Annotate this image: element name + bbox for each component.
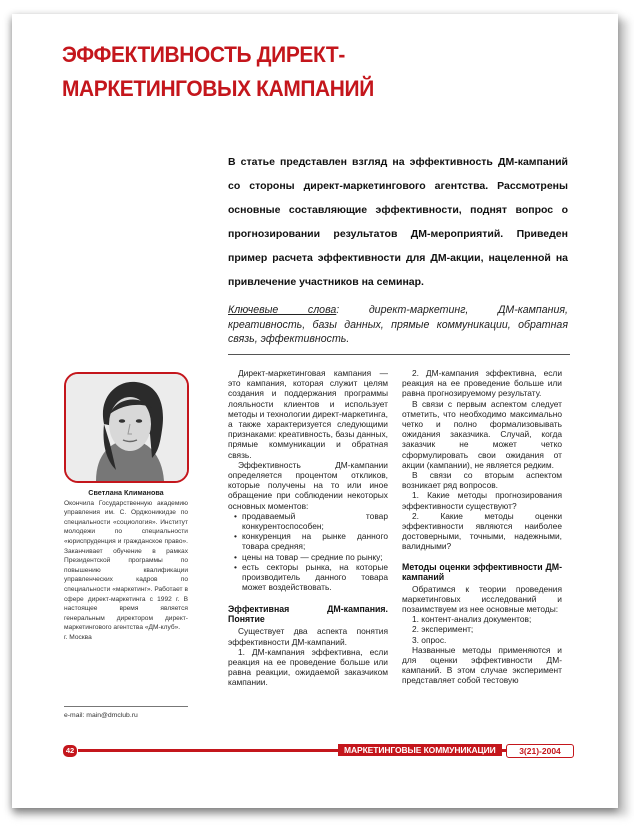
page-number: 42 xyxy=(62,744,78,758)
section-heading: Эффективная ДМ-кампания. Понятие xyxy=(228,604,388,625)
author-bio: Окончила Государственную академию управления им. С. Орджоникидзе по специальности «социология». Институт молодежи по специальности «юриспруденция и гражданское право». Заканчивает обучение в рамках Президентской программы по повышению квалификации управленческих кадров по специальности «маркетинг». Работает в сфере директ-маркетинга с 1992 г. В настоящее время является генеральным директором директ-маркетингового агентства «ДМ-клуб». xyxy=(64,499,188,632)
paragraph: Обратимся к теории проведения маркетинговых исследований и позаимствуем из нее основные методы: xyxy=(402,583,562,615)
email-divider xyxy=(64,706,188,707)
paragraph: 1. ДМ-кампания эффективна, если реакция на ее проведение больше или равна реакции, ожидаемой заказчиком кампании. xyxy=(228,646,388,688)
method-item: 1. контент-анализ документов; xyxy=(412,614,532,625)
list-item: • конкуренция на рынке данного товара средняя; xyxy=(242,531,388,551)
method-item: 3. опрос. xyxy=(412,634,447,645)
list-item: • цены на товар — средние по рынку; xyxy=(242,552,388,562)
article-title: ЭФФЕКТИВНОСТЬ ДИРЕКТ-МАРКЕТИНГОВЫХ КАМПАНИЙ xyxy=(62,42,374,101)
author-email: e-mail: main@dmclub.ru xyxy=(64,712,138,719)
divider xyxy=(228,354,570,355)
paragraph: 2. ДМ-кампания эффективна, если реакция на ее проведение больше или равна прогнозируемому результату. xyxy=(402,368,562,399)
author-city: г. Москва xyxy=(64,633,92,641)
portrait-icon xyxy=(66,374,187,481)
text-column-2 xyxy=(402,368,562,686)
paragraph: 1. Какие методы прогнозирования эффективности существуют? xyxy=(402,490,562,511)
author-photo xyxy=(64,372,189,483)
paragraph: 2. Какие методы оценки эффективности являются наиболее достоверными, точными, надежными, валидными? xyxy=(402,510,562,552)
issue-number: 3(21)-2004 xyxy=(506,744,574,758)
page-footer xyxy=(62,745,572,756)
paragraph: Директ-маркетинговая кампания — это кампания, которая служит целям создания и поддержания программы лояльности клиентов и использует методы и технологии директ-маркетинга, а также характеризуется следующими признаками: креативность, базы данных, прямые коммуникации и обратная связь. xyxy=(228,368,389,460)
paragraph: Существует два аспекта понятия эффективности ДМ-кампаний. xyxy=(228,626,388,647)
article-abstract: В статье представлен взгляд на эффективность ДМ-кампаний со стороны директ-маркетингового агентства. Рассмотрены основные составляющие эффективности, поднят вопрос о прогнозировании результатов ДМ-мероприятий. Приведен пример расчета эффективности для ДМ-акции, нацеленной на привлечение участников на семинар. xyxy=(228,156,568,288)
list-item: • есть секторы рынка, на которые производитель данного товара может воздействовать. xyxy=(242,562,388,593)
author-info xyxy=(64,488,188,643)
text-column-1 xyxy=(228,368,388,688)
method-item: 2. эксперимент; xyxy=(412,624,474,635)
paragraph: Названные методы применяются и для оценки эффективности ДМ-кампаний. В этом случае эксперимент представляет собой тестовую xyxy=(402,644,562,686)
paragraph: В связи с первым аспектом следует отметить, что необходимо максимально четко и полно формализовывать ожидания заказчика. Случай, когда заказчик не может четко сформулировать свои ожидания от акции (кампании), не является редким. xyxy=(402,398,562,470)
keywords-text: : директ-маркетинг, ДМ-кампания, креативность, базы данных, прямые коммуникации, обратная связь, эффективность. xyxy=(228,304,568,345)
section-heading: Методы оценки эффективности ДМ-кампаний xyxy=(402,561,562,582)
author-name: Светлана Климанова xyxy=(88,488,164,497)
journal-title: МАРКЕТИНГОВЫЕ КОММУНИКАЦИИ xyxy=(338,744,502,756)
paragraph: В связи со вторым аспектом возникает ряд вопросов. xyxy=(402,470,562,491)
paragraph: Эффективность ДМ-кампании определяется процентом откликов, которые получены на то или иное обращение при соблюдении некоторых основных моментов: xyxy=(228,459,388,511)
list-item: • продаваемый товар конкурентоспособен; xyxy=(242,511,388,531)
keywords-label: Ключевые слова xyxy=(228,304,337,316)
conditions-list xyxy=(228,511,388,593)
keywords xyxy=(228,303,568,347)
